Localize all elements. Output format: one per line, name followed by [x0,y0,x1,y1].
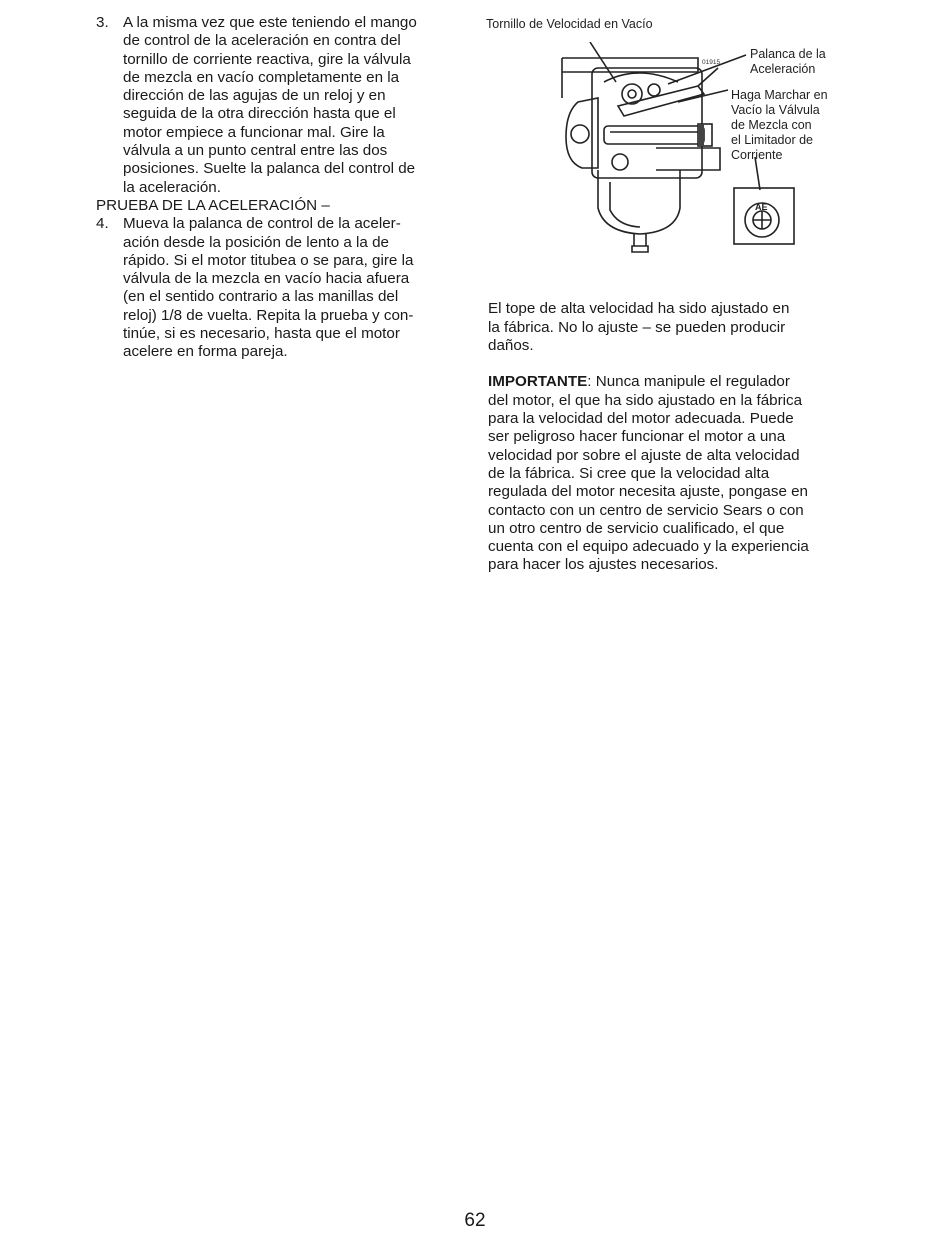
figure-code: 01915 [702,59,721,66]
figure-label-throttle-lever: Palanca de la Aceleración [750,47,826,76]
left-column [96,14,468,362]
step-3 [96,14,468,197]
step-3-text: A la misma vez que este teniendo el mango de control de la aceleración en contra del tornillo de corriente reactiva, gire la válvula de mezcla en vacío completamente en la dirección de las agujas de un reloj y en seguida de la otra dirección hasta que el motor empiece a funcionar mal. Gire la válvula a un punto central entre las dos posiciones. Suelte la palanca del control de la aceleración. [123,14,417,196]
paragraph-important [488,373,858,574]
step-4 [96,215,468,361]
important-text: : Nunca manipule el regulador del motor, el que ha sido ajustado en la fábrica para la velocidad del motor adecuada. Puede ser peligroso hacer funcionar el motor a una velocidad por sobre el ajuste de alta velocidad de la fábrica. Si cree que la velocidad alta regulada del motor necesita ajuste, pongase en contacto con un centro de servicio Sears o con un otro centro de servicio cualificado, el que cuenta con el equipo adecuado y la experiencia para hacer los ajustes necesarios. [488,373,809,574]
inset-mark: AE [755,202,768,212]
figure-label-idle-screw: Tornillo de Velocidad en Vacío [486,17,653,31]
step-4-number: 4. [96,215,109,233]
important-label: IMPORTANTE [488,373,588,391]
carburetor-illustration [548,42,848,274]
page-number: 62 [464,1210,486,1231]
section-heading: PRUEBA DE LA ACELERACIÓN – [96,196,330,214]
right-column [488,282,858,593]
paragraph-high-speed: El tope de alta velocidad ha sido ajustado en la fábrica. No lo ajuste – se pueden producir daños. [488,300,790,354]
step-3-number: 3. [96,14,109,31]
step-4-text: Mueva la palanca de control de la aceler- ación desde la posición de lento a la de rápido. Si el motor titubea o se para, gire la válvula de la mezcla en vacío hacia afuera (en el sentido contrario a las manillas del reloj) 1/8 de vuelta. Repita la prueba y con- tinúe, si es necesario, hasta que el motor acelere en forma pareja. [123,215,414,361]
figure-label-mixture-valve: Haga Marchar en Vacío la Válvula de Mezcla con el Limitador de Corriente [731,88,828,162]
